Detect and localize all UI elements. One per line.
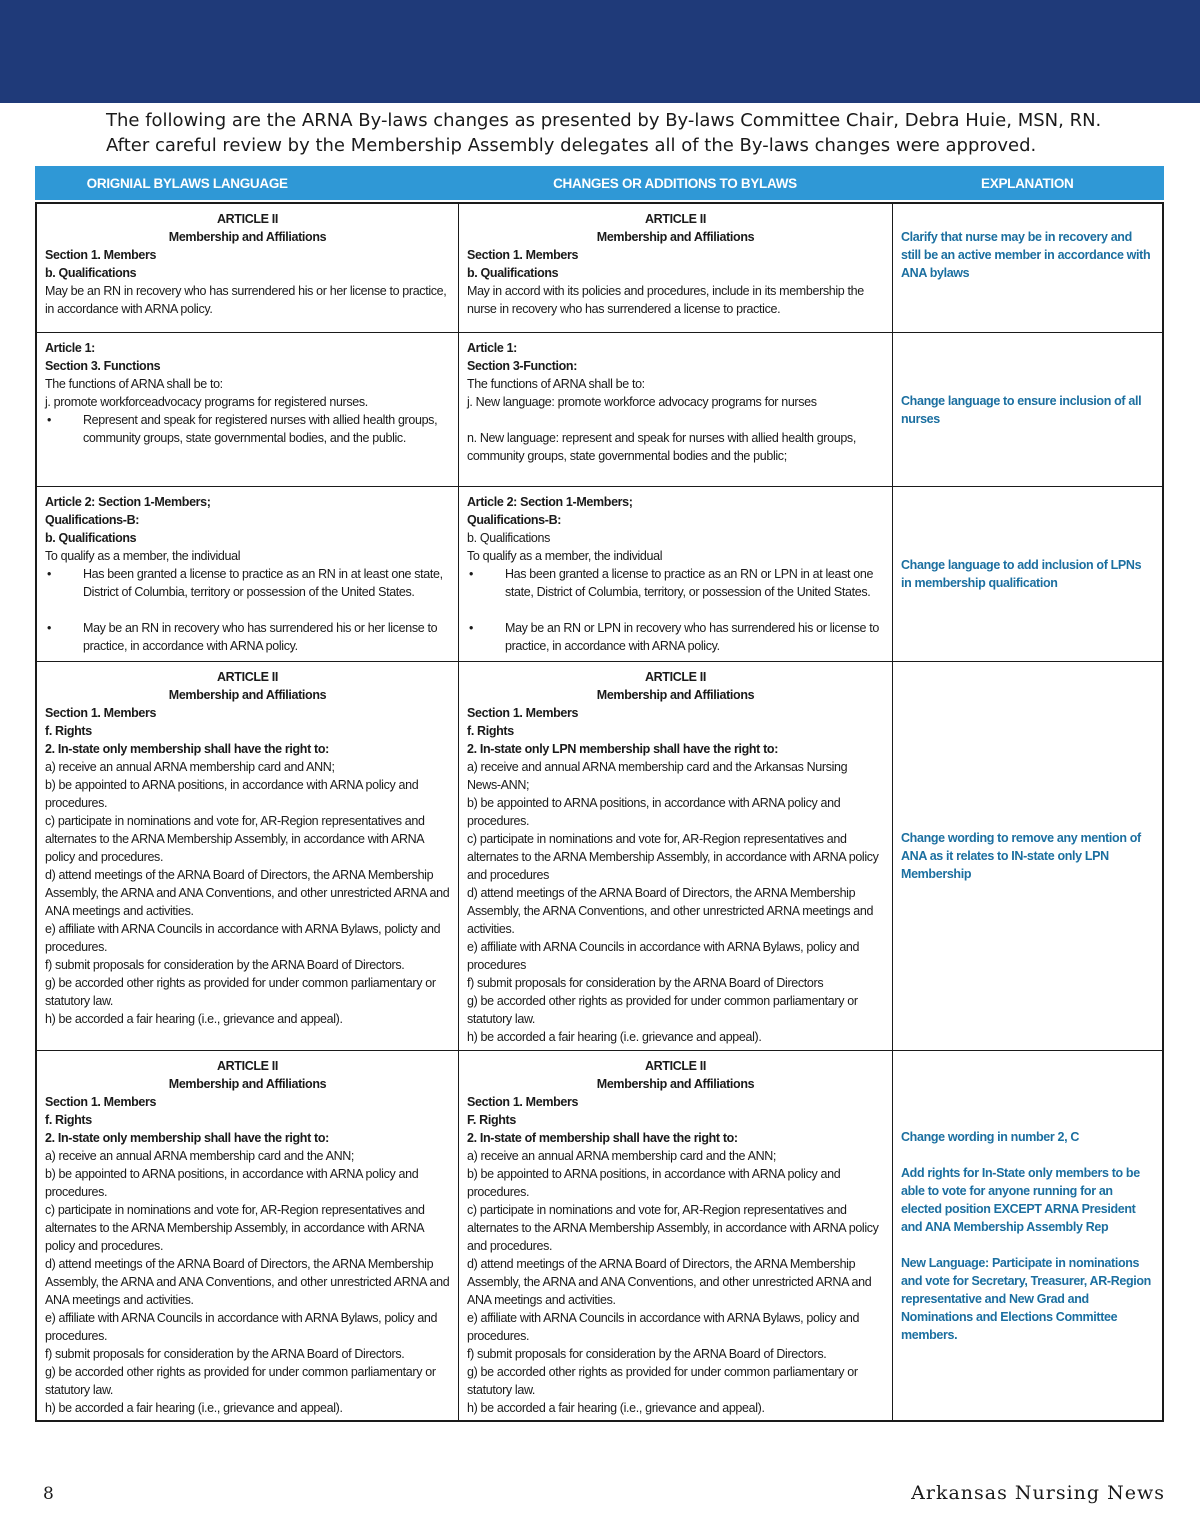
article-subtitle: Membership and Affiliations xyxy=(596,1077,755,1091)
right-item: a) receive an annual ARNA membership card and the ANN; xyxy=(45,1149,355,1163)
spacer xyxy=(467,601,884,619)
publication-title: Arkansas Nursing News xyxy=(911,1482,1165,1504)
rights-heading: 2. In-state only membership shall have the right to: xyxy=(45,1131,329,1145)
changes-cell xyxy=(459,1051,893,1420)
bullet-icon: • xyxy=(47,621,52,635)
subsection-heading: b. Qualifications xyxy=(45,531,137,545)
article-subtitle: Membership and Affiliations xyxy=(168,688,327,702)
bylaw-text: To qualify as a member, the individual xyxy=(45,549,241,563)
article-heading: Article 1: xyxy=(467,341,517,355)
explanation-cell xyxy=(893,487,1162,661)
list-item xyxy=(45,565,450,601)
intro-line-1: The following are the ARNA By-laws changes as presented by By-laws Committee Chair, Debra Huie, MSN, RN. xyxy=(106,110,1102,131)
table-header xyxy=(35,166,1164,200)
spacer xyxy=(901,1146,1154,1164)
spacer xyxy=(467,411,884,429)
rights-heading: 2. In-state only LPN membership shall have the right to: xyxy=(467,742,779,756)
original-cell xyxy=(37,333,459,486)
article-heading: Article 2: Section 1-Members; xyxy=(467,495,633,509)
explanation-text: Change wording to remove any mention of ANA as it relates to IN-state only LPN Membership xyxy=(901,831,1141,881)
subsection-heading: b. Qualifications xyxy=(467,531,550,545)
changes-cell xyxy=(459,204,893,332)
right-item: g) be accorded other rights as provided for under common parliamentary or statutory law. xyxy=(467,994,858,1026)
section-heading: Qualifications-B: xyxy=(467,513,562,527)
header-original: ORIGNIAL BYLAWS LANGUAGE xyxy=(86,175,288,191)
article-heading: ARTICLE II xyxy=(644,1059,707,1073)
bullet-text: May be an RN in recovery who has surrendered his or her license to practice, in accordance with ARNA policy. xyxy=(83,621,438,653)
spacer xyxy=(45,601,450,619)
section-heading: Section 1. Members xyxy=(467,706,579,720)
page-number: 8 xyxy=(43,1484,54,1504)
table-row xyxy=(37,661,1162,1050)
right-item: h) be accorded a fair hearing (i.e., grievance and appeal). xyxy=(45,1401,343,1415)
explanation-text: Change language to add inclusion of LPNs in membership qualification xyxy=(901,558,1142,590)
right-item: e) affiliate with ARNA Councils in accordance with ARNA Bylaws, policy and procedures xyxy=(467,940,860,972)
bullet-icon: • xyxy=(47,567,52,581)
right-item: b) be appointed to ARNA positions, in accordance with ARNA policy and procedures. xyxy=(467,796,841,828)
explanation-cell xyxy=(893,333,1162,486)
article-subtitle: Membership and Affiliations xyxy=(596,230,755,244)
header-explanation: EXPLANATION xyxy=(981,175,1074,191)
subsection-heading: f. Rights xyxy=(467,724,514,738)
section-heading: Qualifications-B: xyxy=(45,513,140,527)
table-row xyxy=(37,486,1162,661)
right-item: h) be accorded a fair hearing (i.e., grievance and appeal). xyxy=(467,1401,765,1415)
section-heading: Section 3. Functions xyxy=(45,359,161,373)
article-heading: ARTICLE II xyxy=(644,670,707,684)
article-heading: ARTICLE II xyxy=(216,1059,279,1073)
article-heading: ARTICLE II xyxy=(216,670,279,684)
right-item: f) submit proposals for consideration by the ARNA Board of Directors. xyxy=(45,1347,405,1361)
section-heading: Section 3-Function: xyxy=(467,359,578,373)
bullet-icon: • xyxy=(469,567,474,581)
explanation-cell xyxy=(893,662,1162,1050)
bullet-icon: • xyxy=(47,413,52,427)
right-item: d) attend meetings of the ARNA Board of Directors, the ARNA Membership Assembly, the ARNA and ANA Conventions, and other unrestricted ARNA and ANA meetings and activities. xyxy=(467,1257,872,1307)
subsection-heading: b. Qualifications xyxy=(467,266,559,280)
article-subtitle: Membership and Affiliations xyxy=(168,1077,327,1091)
explanation-text: Clarify that nurse may be in recovery and still be an active member in accordance with ANA bylaws xyxy=(901,230,1151,280)
section-heading: Section 1. Members xyxy=(45,248,157,262)
explanation-text: Change language to ensure inclusion of all nurses xyxy=(901,393,1142,426)
right-item: e) affiliate with ARNA Councils in accordance with ARNA Bylaws, policy and procedures. xyxy=(45,1311,438,1343)
section-heading: Section 1. Members xyxy=(45,706,157,720)
right-item: a) receive an annual ARNA membership card and the ANN; xyxy=(467,1149,777,1163)
header-band xyxy=(0,0,1200,103)
intro-line-2: After careful review by the Membership Assembly delegates all of the By-laws changes were approved. xyxy=(106,135,1037,156)
right-item: h) be accorded a fair hearing (i.e., grievance and appeal). xyxy=(45,1012,343,1026)
explanation-cell xyxy=(893,204,1162,332)
right-item: b) be appointed to ARNA positions, in accordance with ARNA policy and procedures. xyxy=(467,1167,841,1199)
right-item: c) participate in nominations and vote for, AR-Region representatives and alternates to the ARNA Membership Assembly, in accordance with ARNA policy and procedures. xyxy=(467,1203,879,1253)
list-item xyxy=(45,411,450,447)
explanation-text: Change wording in number 2, C xyxy=(901,1129,1080,1144)
bylaw-text: n. New language: represent and speak for nurses with allied health groups, community groups, state governmental bodies and the public; xyxy=(467,431,856,463)
right-item: f) submit proposals for consideration by the ARNA Board of Directors. xyxy=(467,1347,827,1361)
header-changes: CHANGES OR ADDITIONS TO BYLAWS xyxy=(553,175,797,191)
bullet-text: May be an RN or LPN in recovery who has surrendered his or license to practice, in accordance with ARNA policy. xyxy=(505,621,879,653)
spacer xyxy=(901,1236,1154,1254)
original-cell xyxy=(37,662,459,1050)
table-row xyxy=(37,204,1162,332)
bylaw-text: The functions of ARNA shall be to: xyxy=(467,377,645,391)
bylaw-text: To qualify as a member, the individual xyxy=(467,549,663,563)
right-item: g) be accorded other rights as provided for under common parliamentary or statutory law. xyxy=(45,1365,436,1397)
rights-heading: 2. In-state only membership shall have the right to: xyxy=(45,742,329,756)
article-heading: Article 1: xyxy=(45,341,95,355)
changes-cell xyxy=(459,487,893,661)
right-item: e) affiliate with ARNA Councils in accordance with ARNA Bylaws, policty and procedures. xyxy=(45,922,441,954)
list-item xyxy=(45,619,450,655)
right-item: d) attend meetings of the ARNA Board of Directors, the ARNA Membership Assembly, the ARNA Conventions, and other unrestricted ARNA meetings and activities. xyxy=(467,886,874,936)
right-item: b) be appointed to ARNA positions, in accordance with ARNA policy and procedures. xyxy=(45,778,419,810)
right-item: c) participate in nominations and vote for, AR-Region representatives and alternates to the ARNA Membership Assembly, in accordance with ARNA policy and procedures. xyxy=(45,1203,425,1253)
table-row xyxy=(37,332,1162,486)
right-item: f) submit proposals for consideration by the ARNA Board of Directors. xyxy=(45,958,405,972)
right-item: f) submit proposals for consideration by the ARNA Board of Directors xyxy=(467,976,824,990)
list-item xyxy=(467,619,884,655)
article-subtitle: Membership and Affiliations xyxy=(168,230,327,244)
list-item xyxy=(467,565,884,601)
rights-heading: 2. In-state of membership shall have the right to: xyxy=(467,1131,738,1145)
explanation-cell xyxy=(893,1051,1162,1420)
right-item: d) attend meetings of the ARNA Board of Directors, the ARNA Membership Assembly, the ARNA and ANA Conventions, and other unrestricted ARNA and ANA meetings and activities. xyxy=(45,868,450,918)
right-item: c) participate in nominations and vote for, AR-Region representatives and alternates to the ARNA Membership Assembly, in accordance with ARNA policy and procedures xyxy=(467,832,879,882)
bylaw-text: The functions of ARNA shall be to: xyxy=(45,377,223,391)
explanation-text: Add rights for In-State only members to be able to vote for anyone running for an elected position EXCEPT ARNA President and ANA Membership Assembly Rep xyxy=(901,1165,1140,1234)
subsection-heading: F. Rights xyxy=(467,1113,516,1127)
subsection-heading: f. Rights xyxy=(45,724,92,738)
article-heading: Article 2: Section 1-Members; xyxy=(45,495,211,509)
right-item: g) be accorded other rights as provided for under common parliamentary or statutory law. xyxy=(45,976,436,1008)
article-subtitle: Membership and Affiliations xyxy=(596,688,755,702)
right-item: a) receive an annual ARNA membership card and ANN; xyxy=(45,760,335,774)
right-item: h) be accorded a fair hearing (i.e. grievance and appeal). xyxy=(467,1030,762,1044)
table-row xyxy=(37,1050,1162,1420)
original-cell xyxy=(37,204,459,332)
original-cell xyxy=(37,487,459,661)
right-item: c) participate in nominations and vote for, AR-Region representatives and alternates to the ARNA Membership Assembly, in accordance with ARNA policy and procedures. xyxy=(45,814,425,864)
bylaw-text: j. New language: promote workforce advocacy programs for nurses xyxy=(467,395,817,409)
section-heading: Section 1. Members xyxy=(467,248,579,262)
bylaw-text: May in accord with its policies and procedures, include in its membership the nurse in recovery who has surrendered a license to practice. xyxy=(467,284,864,316)
section-heading: Section 1. Members xyxy=(45,1095,157,1109)
article-heading: ARTICLE II xyxy=(644,212,707,226)
bylaw-text: May be an RN in recovery who has surrendered his or her license to practice, in accordance with ARNA policy. xyxy=(45,284,447,316)
bullet-text: Has been granted a license to practice as an RN or LPN in at least one state, District of Columbia, territory, or possession of the United States. xyxy=(505,567,874,599)
right-item: b) be appointed to ARNA positions, in accordance with ARNA policy and procedures. xyxy=(45,1167,419,1199)
table-body xyxy=(35,202,1164,1422)
bullet-text: Represent and speak for registered nurses with allied health groups, community groups, state governmental bodies, and the public. xyxy=(83,413,438,445)
changes-cell xyxy=(459,333,893,486)
right-item: d) attend meetings of the ARNA Board of Directors, the ARNA Membership Assembly, the ARNA and ANA Conventions, and other unrestricted ARNA and ANA meetings and activities. xyxy=(45,1257,450,1307)
right-item: g) be accorded other rights as provided for under common parliamentary or statutory law. xyxy=(467,1365,858,1397)
article-heading: ARTICLE II xyxy=(216,212,279,226)
bylaw-text: j. promote workforceadvocacy programs for registered nurses. xyxy=(45,395,368,409)
explanation-text: New Language: Participate in nominations and vote for Secretary, Treasurer, AR-Region representative and New Grad and Nominations and Elections Committee members. xyxy=(901,1255,1151,1342)
bylaws-table xyxy=(35,166,1164,1422)
right-item: e) affiliate with ARNA Councils in accordance with ARNA Bylaws, policy and procedures. xyxy=(467,1311,860,1343)
bullet-text: Has been granted a license to practice as an RN in at least one state, District of Columbia, territory or possession of the United States. xyxy=(83,567,443,599)
right-item: a) receive and annual ARNA membership card and the Arkansas Nursing News-ANN; xyxy=(467,760,848,792)
section-heading: Section 1. Members xyxy=(467,1095,579,1109)
subsection-heading: b. Qualifications xyxy=(45,266,137,280)
subsection-heading: f. Rights xyxy=(45,1113,92,1127)
original-cell xyxy=(37,1051,459,1420)
bullet-icon: • xyxy=(469,621,474,635)
changes-cell xyxy=(459,662,893,1050)
intro-text xyxy=(106,108,1176,158)
